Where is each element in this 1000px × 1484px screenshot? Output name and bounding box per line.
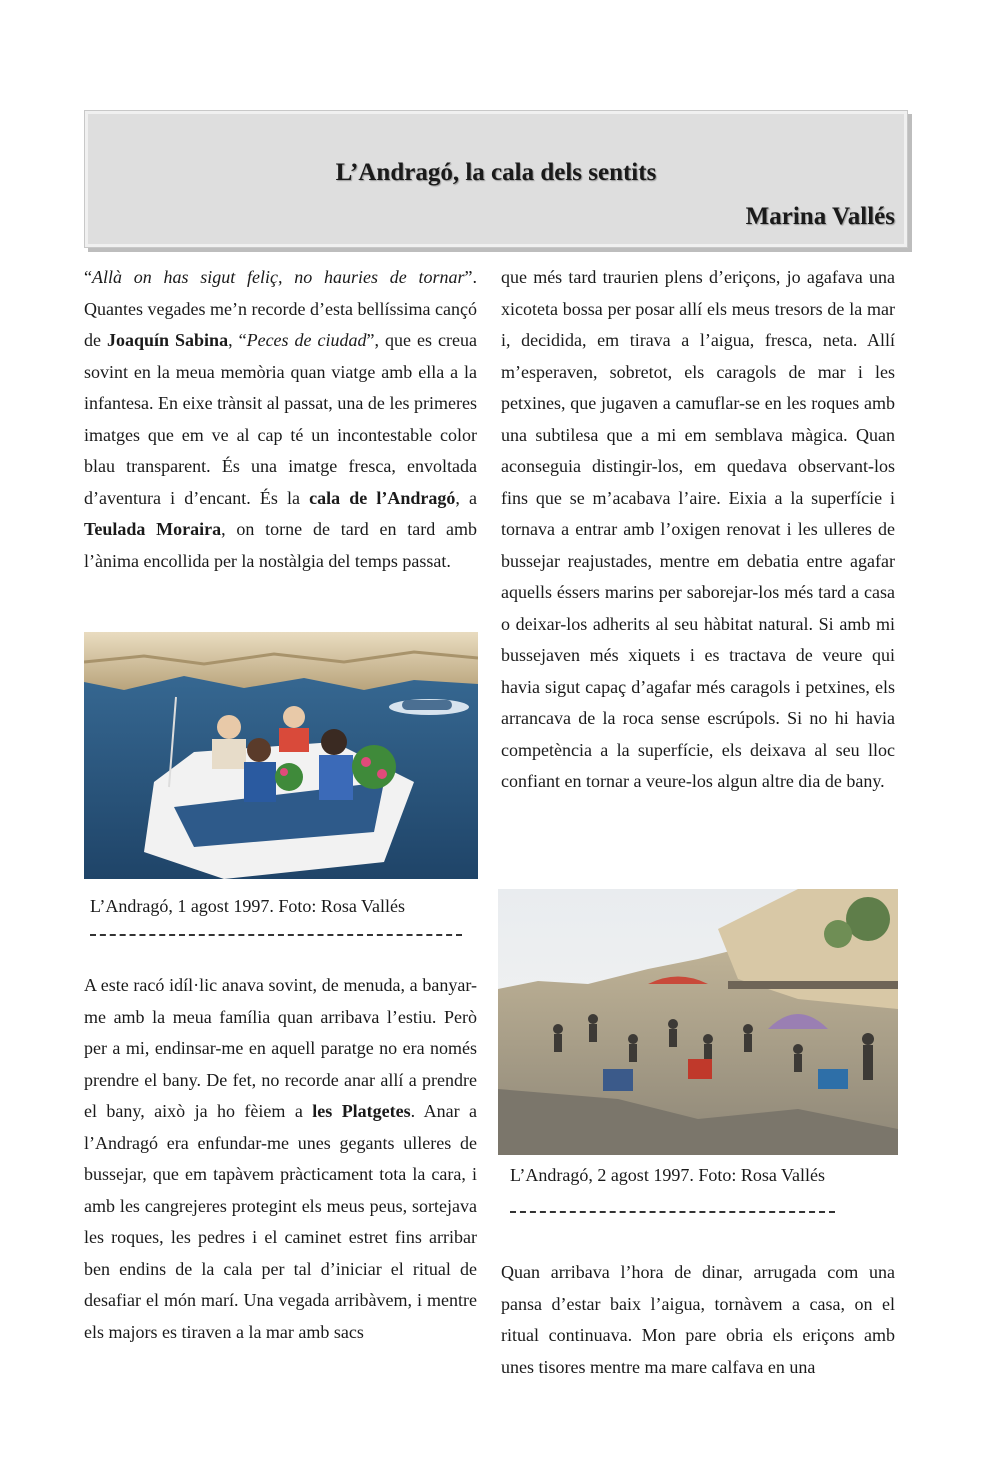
singer-name: Joaquín Sabina xyxy=(107,330,229,350)
intro-paragraph: “Allà on has sigut feliç, no hauries de tornar”. Quantes vegades me’n recorde d’esta bellíssima cançó de Joaquín Sabina, “Peces de ciudad”, que es creua sovint en la meua memòria quan viatge amb ella a la infantesa. En eixe trànsit al passat, una de les primeres imatges que em ve al cap té un incontestable color blau transparent. És una imatge fresca, envoltada d’aventura i d’encant. És la cala de l’Andragó, a Teulada Moraira, on torne de tard en tard amb l’ànima encollida per la nostàlgia del temps passat. xyxy=(84,267,478,571)
place-name-teulada: Teulada Moraira xyxy=(84,519,222,539)
caption-rule xyxy=(90,934,462,936)
photo-beach-caption: L’Andragó, 2 agost 1997. Foto: Rosa Vallés xyxy=(510,1165,825,1185)
caption-rule xyxy=(510,1211,835,1213)
photo-boat xyxy=(84,632,478,879)
paragraph-4: Quan arribava l’hora de dinar, arrugada com una pansa d’estar baix l’aigua, tornàvem a casa, on el ritual continuava. Mon pare obria els eriçons amb unes tisores mentre ma mare calfava en una xyxy=(501,1262,895,1377)
paragraph-4-block xyxy=(501,1257,895,1383)
place-name-cala: cala de l’Andragó xyxy=(309,487,456,508)
paragraph-2-block xyxy=(84,970,477,1348)
intro-paragraph-block xyxy=(84,262,477,577)
place-name-platgetes: les Platgetes xyxy=(312,1101,411,1121)
paragraph-3-block xyxy=(501,262,895,798)
song-title: Peces de ciudad xyxy=(246,330,367,350)
article-title: L’Andragó, la cala dels sentits xyxy=(335,159,657,186)
intro-quote: Allà on has sigut feliç, no hauries de tornar xyxy=(92,267,465,287)
article-author: Marina Vallés xyxy=(745,203,895,230)
paragraph-2: A este racó idíl·lic anava sovint, de menuda, a banyar-me amb la meua família quan arribava l’estiu. Però per a mi, endinsar-me en aquell paratge no era només prendre el bany. De fet, no recorde anar allí a prendre el bany, això ja ho fèiem a les Platgetes. Anar a l’Andragó era enfundar-me unes gegants ulleres de bussejar, que em tapàvem pràcticament tota la cara, i amb les cangrejeres protegint els meus peus, sortejava les roques, les pedres i el caminet estret fins arribar ben endins de la cala per tal d’iniciar el ritual de desafiar el món marí. Una vegada arribàvem, i mentre els majors es tiraven a la mar amb sacs xyxy=(84,975,478,1342)
article-header xyxy=(84,110,908,248)
paragraph-3: que més tard traurien plens d’eriçons, jo agafava una xicoteta bossa per posar allí els meus tresors de la mar i, decidida, em tirava a l’aigua, fresca, neta. Allí m’esperaven, sobretot, els caragols de mar i les petxines, que jugaven a camuflar-se en les roques amb una subtilesa que a mi em semblava màgica. Quan aconseguia distingir-los, em quedava observant-los fins que se m’acabava l’aire. Eixia a la superfície i tornava a entrar amb l’oxigen renovat i les ulleres de bussejar reajustades, mentre em debatia entre agafar aquells éssers marins per saborejar-los més tard a casa o deixar-los adherits al seu hàbitat natural. Si amb mi bussejaven més xiquets i es tractava de veure qui havia sigut capaç d’agafar més caragols i petxines, els arrancava de la roca sense escrúpols. Si no hi havia competència a la superfície, els deixava al seu lloc confiant en tornar a veure-los algun altre dia de bany. xyxy=(501,267,895,791)
photo-boat-caption: L’Andragó, 1 agost 1997. Foto: Rosa Vallés xyxy=(90,896,405,916)
photo-beach xyxy=(498,889,898,1155)
